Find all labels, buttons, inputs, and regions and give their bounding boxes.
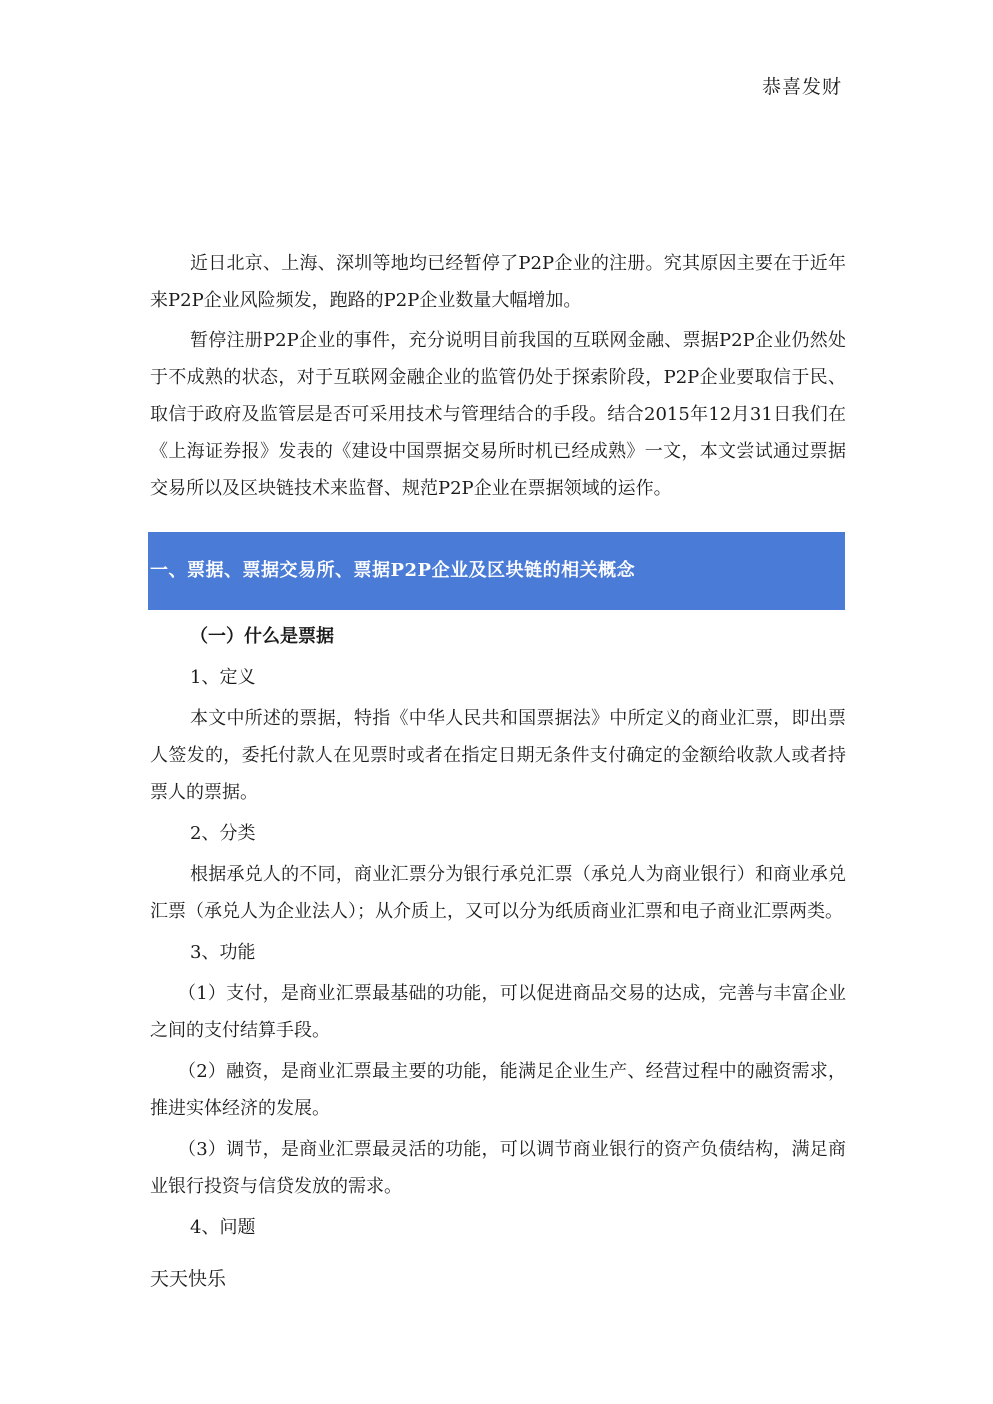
section-body [150, 618, 846, 1250]
section-heading-bar [148, 532, 845, 610]
function-item-adjustment: （3）调节，是商业汇票最灵活的功能，可以调节商业银行的资产负债结构，满足商业银行投资与信贷发放的需求。 [150, 1139, 846, 1197]
function-item-payment: （1）支付，是商业汇票最基础的功能，可以促进商品交易的达成，完善与丰富企业之间的支付结算手段。 [150, 983, 846, 1041]
section-heading-title: 一、票据、票据交易所、票据P2P企业及区块链的相关概念 [150, 560, 636, 581]
issues-label: 4、问题 [190, 1217, 256, 1238]
classification-text: 根据承兑人的不同，商业汇票分为银行承兑汇票（承兑人为商业银行）和商业承兑汇票（承兑人为企业法人）；从介质上，又可以分为纸质商业汇票和电子商业汇票两类。 [150, 864, 846, 922]
function-item-financing: （2）融资，是商业汇票最主要的功能，能满足企业生产、经营过程中的融资需求，推进实体经济的发展。 [150, 1061, 846, 1119]
function-label: 3、功能 [190, 942, 256, 963]
intro-section [150, 245, 846, 507]
intro-paragraph-1: 近日北京、上海、深圳等地均已经暂停了P2P企业的注册。究其原因主要在于近年来P2P企业风险频发，跑路的P2P企业数量大幅增加。 [150, 253, 846, 311]
header-greeting: 恭喜发财 [762, 76, 843, 98]
definition-label: 1、定义 [190, 667, 256, 688]
footer-greeting: 天天快乐 [150, 1268, 227, 1290]
subheading-what-is-bill: （一）什么是票据 [190, 626, 334, 647]
classification-label: 2、分类 [190, 823, 256, 844]
definition-text: 本文中所述的票据，特指《中华人民共和国票据法》中所定义的商业汇票，即出票人签发的，委托付款人在见票时或者在指定日期无条件支付确定的金额给收款人或者持票人的票据。 [150, 708, 846, 803]
intro-paragraph-2: 暂停注册P2P企业的事件，充分说明目前我国的互联网金融、票据P2P企业仍然处于不成熟的状态，对于互联网金融企业的监管仍处于探索阶段，P2P企业要取信于民、取信于政府及监管层是否可采用技术与管理结合的手段。结合2015年12月31日我们在《上海证券报》发表的《建设中国票据交易所时机已经成熟》一文，本文尝试通过票据交易所以及区块链技术来监督、规范P2P企业在票据领域的运作。 [150, 330, 846, 499]
